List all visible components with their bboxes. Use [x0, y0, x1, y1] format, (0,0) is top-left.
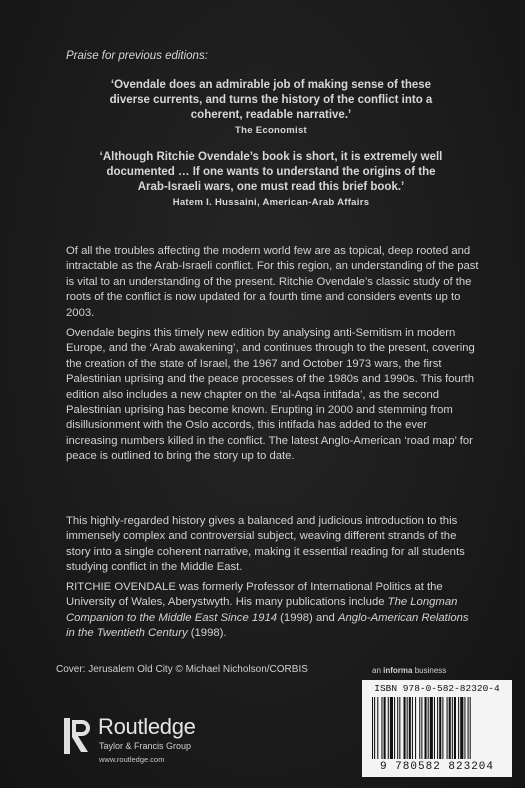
- book-title: Anglo-American Relations in the Twentieth Century: [66, 611, 469, 640]
- ean-digits: 9 780582 823204: [379, 761, 495, 773]
- praise-heading: Praise for previous editions:: [66, 50, 208, 62]
- quote-text: ‘Ovendale does an admirable job of making sense of these diverse currents, and turns the history of the conflict into a coherent, readable narrative.’: [109, 79, 433, 121]
- blurb-paragraph-contents: Ovendale begins this timely new edition by analysing anti-Semitism in modern Europe, and the ‘Arab awakening’, and continues through to the present, covering the creation of the state of Israel, the 1967 and October 1973 wars, the first Palestinian uprising and the peace processes of the 1980s and 1990s. This fourth edition also includes a new chapter on the ‘al-Aqsa intifada’, as the second Palestinian uprising has become known. Erupting in 2000 and stemming from disillusionment with the Oslo accords, this intifada has added to the ever increasing numbers killed in the conflict. The latest Anglo-American ‘road map’ for peace is outlined to bring the story up to date.: [66, 327, 475, 463]
- review-quote: [96, 78, 446, 138]
- informa-business-tag: an informa business: [372, 666, 447, 675]
- book-title: The Longman Companion to the Middle East Since 1914: [66, 596, 458, 624]
- quote-source: The Economist: [235, 125, 307, 136]
- quote-text: ‘Although Ritchie Ovendale’s book is short, it is extremely well documented … If one wants to understand the origins of the Arab-Israeli wars, one must read this brief book.’: [99, 151, 443, 193]
- barcode: [362, 680, 512, 777]
- publisher-url: www.routledge.com: [99, 755, 165, 764]
- blurb-paragraph-intro: Of all the troubles affecting the modern world few are as topical, deep rooted and intractable as the Arab-Israeli conflict. For this region, an understanding of the past is vital to an understanding of the present. Ritchie Ovendale’s classic study of the roots of the conflict is now updated for a fourth time and considers events up to 2003.: [66, 245, 479, 319]
- review-quote: [96, 150, 446, 210]
- bio-text: (1998) and: [277, 611, 338, 624]
- isbn-text: ISBN 978-0-582-82320-4: [374, 683, 500, 694]
- publisher-name: Routledge: [98, 714, 196, 739]
- author-bio: [66, 580, 480, 642]
- bio-text: (1998).: [187, 627, 227, 640]
- publisher-group: Taylor & Francis Group: [99, 741, 192, 751]
- bio-text: RITCHIE OVENDALE was formerly Professor of International Politics at the University of Wales, Aberystwyth. His many publications include: [66, 581, 443, 609]
- informa-logo-text: informa: [383, 666, 413, 675]
- cover-credit: Cover: Jerusalem Old City © Michael Nicholson/CORBIS: [56, 664, 308, 675]
- quote-source: Hatem I. Hussaini, American-Arab Affairs: [172, 197, 370, 208]
- routledge-logo-icon: [64, 718, 92, 754]
- blurb-paragraph-summary: This highly-regarded history gives a balanced and judicious introduction to this immensely complex and controversial subject, weaving different strands of the story into a single coherent narrative, making it essential reading for all students studying conflict in the Middle East.: [66, 515, 465, 574]
- barcode-bars: [370, 697, 504, 759]
